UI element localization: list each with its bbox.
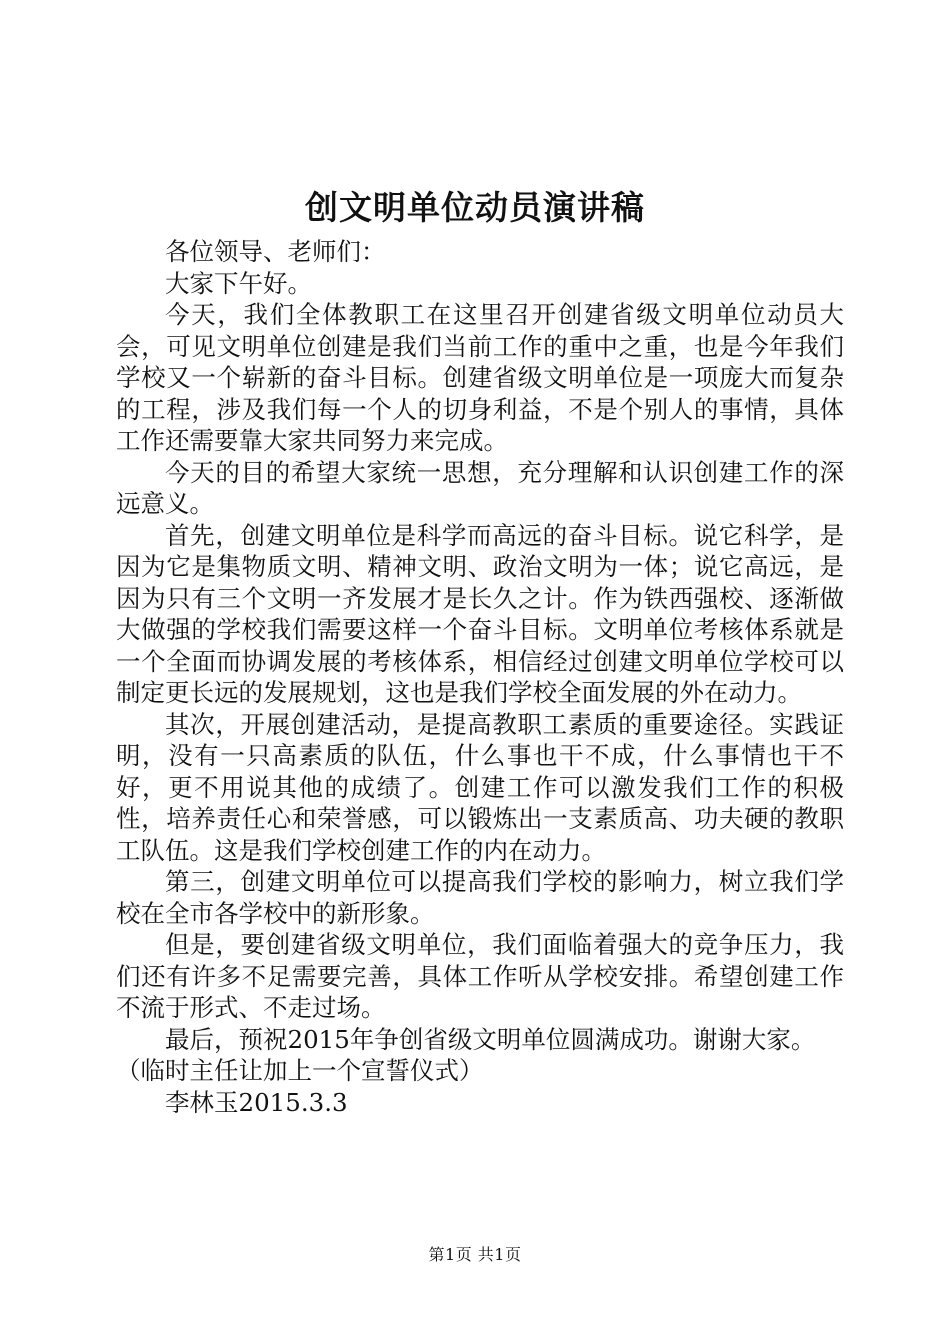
signature: 李林玉2015.3.3 [165,1087,348,1117]
document-title: 创文明单位动员演讲稿 [305,188,645,227]
document-body [116,236,844,1118]
paragraph-7: 最后，预祝2015年争创省级文明单位圆满成功。谢谢大家。 [165,1024,816,1054]
note: （临时主任让加上一个宣誓仪式） [116,1056,484,1085]
paragraph-1: 今天，我们全体教职工在这里召开创建省级文明单位动员大会，可见文明单位创建是我们当前工作的重中之重，也是今年我们学校又一个崭新的奋斗目标。创建省级文明单位是一项庞大而复杂的工程，涉及我们每一个人的切身利益，不是个别人的事情，具体工作还需要靠大家共同努力来完成。 [116,300,844,455]
paragraph-6: 但是，要创建省级文明单位，我们面临着强大的竞争压力，我们还有许多不足需要完善，具体工作听从学校安排。希望创建工作不流于形式、不走过场。 [116,930,844,1022]
paragraph-3: 首先，创建文明单位是科学而高远的奋斗目标。说它科学，是因为它是集物质文明、精神文明、政治文明为一体；说它高远，是因为只有三个文明一齐发展才是长久之计。作为铁西强校、逐渐做大做强的学校我们需要这样一个奋斗目标。文明单位考核体系就是一个全面而协调发展的考核体系，相信经过创建文明单位学校可以制定更长远的发展规划，这也是我们学校全面发展的外在动力。 [116,520,844,707]
paragraph-2: 今天的目的希望大家统一思想，充分理解和认识创建工作的深远意义。 [116,457,844,518]
paragraph-4: 其次，开展创建活动，是提高教职工素质的重要途径。实践证明，没有一只高素质的队伍，什么事也干不成，什么事情也干不好，更不用说其他的成绩了。创建工作可以激发我们工作的积极性，培养责任心和荣誉感，可以锻炼出一支素质高、功夫硬的教职工队伍。这是我们学校创建工作的内在动力。 [116,709,844,865]
page-footer: 第1页 共1页 [428,1245,522,1264]
salutation: 各位领导、老师们： [165,237,386,266]
greeting: 大家下午好。 [165,268,312,298]
paragraph-5: 第三，创建文明单位可以提高我们学校的影响力，树立我们学校在全市各学校中的新形象。 [116,867,844,928]
